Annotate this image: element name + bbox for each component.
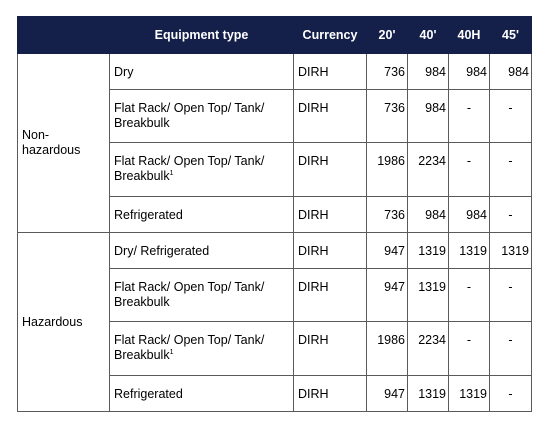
rate-40h: - [449,269,490,322]
currency-cell: DIRH [294,233,367,269]
rate-20ft: 736 [367,54,408,90]
equipment-type-cell [110,322,294,376]
group-label-non-hazardous: Non-hazardous [18,54,110,233]
currency-cell: DIRH [294,143,367,197]
rate-45ft: - [490,143,532,197]
header-group [18,17,110,54]
equipment-type-cell [110,376,294,412]
rate-45ft: - [490,269,532,322]
currency-cell: DIRH [294,90,367,143]
table-row [18,54,532,90]
currency-cell: DIRH [294,197,367,233]
rate-40ft: 1319 [408,233,449,269]
rate-20ft: 947 [367,269,408,322]
footnote-marker: 1 [169,349,174,356]
rate-20ft: 736 [367,197,408,233]
footnote-marker: 1 [169,170,174,177]
equipment-type-text: Dry/ Refrigerated [114,244,210,258]
currency-cell: DIRH [294,269,367,322]
equipment-type-cell [110,197,294,233]
rate-45ft: 984 [490,54,532,90]
equipment-type-text: Refrigerated [114,208,183,222]
table-row [18,233,532,269]
rate-40h: - [449,322,490,376]
rate-20ft: 1986 [367,143,408,197]
currency-cell: DIRH [294,322,367,376]
rate-20ft: 1986 [367,322,408,376]
equipment-type-cell [110,143,294,197]
equipment-type-cell [110,233,294,269]
rate-20ft: 947 [367,376,408,412]
equipment-type-text: Refrigerated [114,387,183,401]
rate-40h: 1319 [449,376,490,412]
header-row [18,17,532,54]
equipment-type-text: Dry [114,65,134,79]
rate-40ft: 1319 [408,269,449,322]
header-40ft: 40' [408,17,449,54]
rates-table [17,16,532,412]
rate-45ft: - [490,322,532,376]
rate-45ft: - [490,376,532,412]
equipment-type-cell [110,269,294,322]
equipment-type-text: Flat Rack/ Open Top/ Tank/ Breakbulk [114,101,265,130]
rate-40h: 984 [449,54,490,90]
rate-40h: 1319 [449,233,490,269]
rate-40h: - [449,90,490,143]
rate-40ft: 2234 [408,322,449,376]
rate-40ft: 2234 [408,143,449,197]
header-20ft: 20' [367,17,408,54]
equipment-type-cell [110,54,294,90]
rate-45ft: - [490,197,532,233]
rate-45ft: 1319 [490,233,532,269]
rate-20ft: 947 [367,233,408,269]
equipment-type-cell [110,90,294,143]
equipment-type-text: Flat Rack/ Open Top/ Tank/ Breakbulk [114,154,265,183]
rate-40h: - [449,143,490,197]
equipment-type-text: Flat Rack/ Open Top/ Tank/ Breakbulk [114,333,265,362]
currency-cell: DIRH [294,54,367,90]
equipment-type-text: Flat Rack/ Open Top/ Tank/ Breakbulk [114,280,265,309]
rate-40ft: 984 [408,54,449,90]
currency-cell: DIRH [294,376,367,412]
rate-40ft: 984 [408,197,449,233]
header-45ft: 45' [490,17,532,54]
rate-40h: 984 [449,197,490,233]
rate-40ft: 1319 [408,376,449,412]
rate-45ft: - [490,90,532,143]
header-equipment-type: Equipment type [110,17,294,54]
group-label-hazardous: Hazardous [18,233,110,412]
header-currency: Currency [294,17,367,54]
header-40h: 40H [449,17,490,54]
rate-20ft: 736 [367,90,408,143]
rate-40ft: 984 [408,90,449,143]
